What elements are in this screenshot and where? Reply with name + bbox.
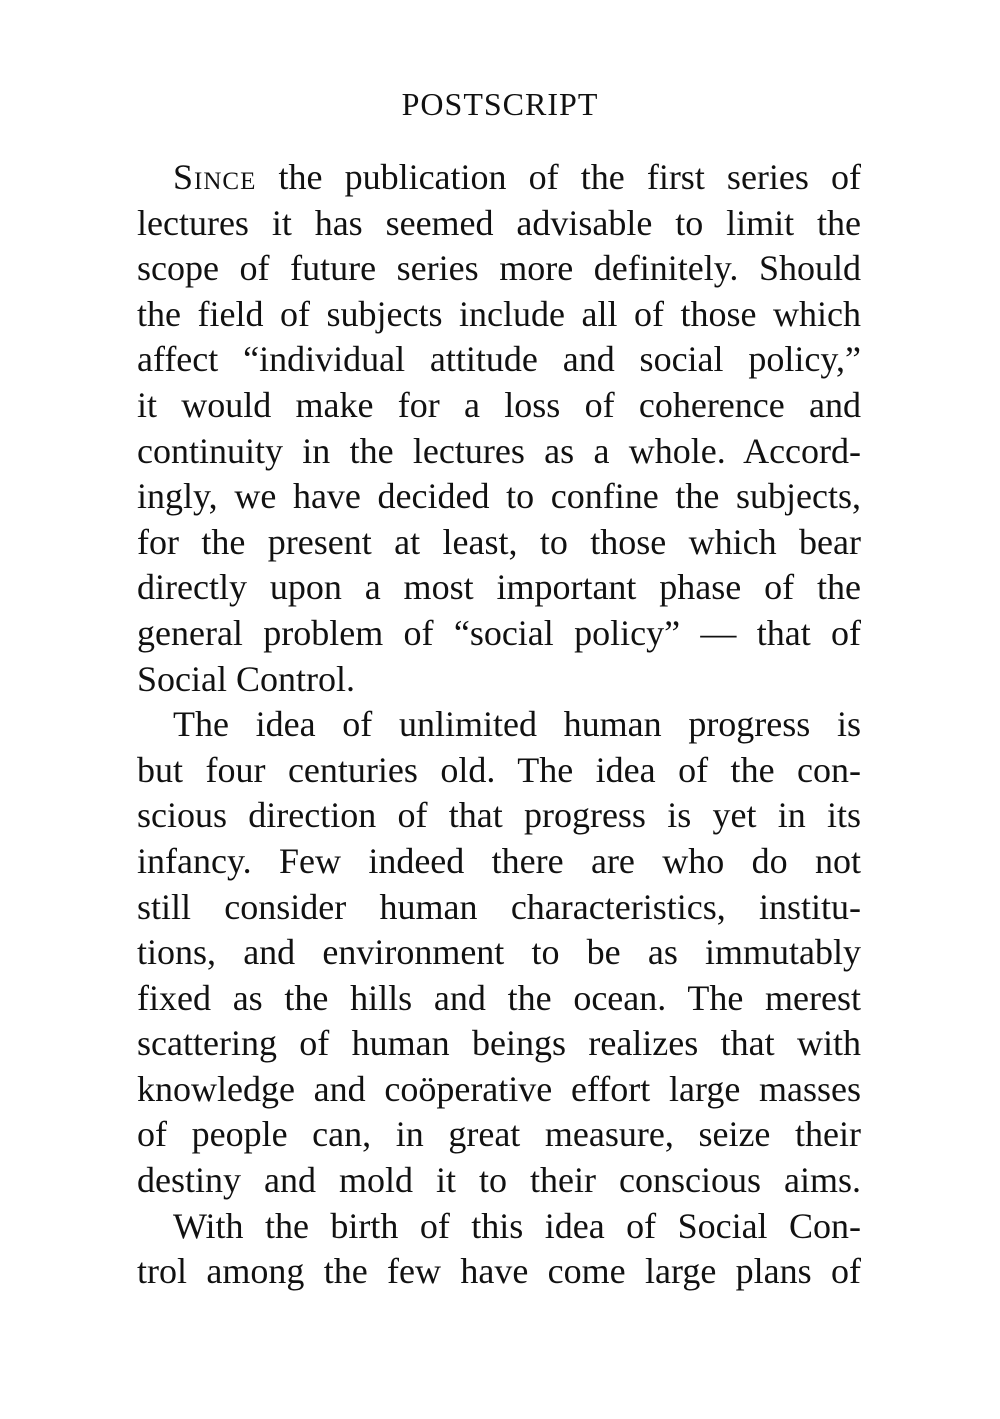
- text-line: knowledge and coöperative effort large masses: [137, 1068, 861, 1109]
- paragraph-3: [137, 1204, 861, 1295]
- text-line: scious direction of that progress is yet in its: [137, 795, 861, 836]
- text-line: directly upon a most important phase of the: [137, 567, 861, 608]
- text-line: the field of subjects include all of those which: [137, 293, 861, 334]
- text-line: still consider human characteristics, institu-: [137, 886, 861, 927]
- text-line: infancy. Few indeed there are who do not: [137, 840, 861, 881]
- text-line: Social Control.: [137, 658, 355, 699]
- page-heading: POSTSCRIPT: [401, 86, 599, 122]
- text-line: trol among the few have come large plans of: [137, 1251, 861, 1292]
- text-line: With the birth of this idea of Social Con-: [173, 1205, 861, 1246]
- text-line: The idea of unlimited human progress is: [173, 704, 861, 745]
- paragraph-2: [137, 702, 861, 1204]
- text-line: ingly, we have decided to confine the subjects,: [137, 476, 861, 517]
- text-line: continuity in the lectures as a whole. Accord-: [137, 430, 861, 471]
- text-line: it would make for a loss of coherence and: [137, 384, 861, 425]
- text-line: scattering of human beings realizes that with: [137, 1023, 861, 1064]
- text-line: destiny and mold it to their conscious aims.: [137, 1160, 861, 1201]
- text-line: affect “individual attitude and social policy,”: [137, 339, 861, 380]
- text-line: lectures it has seemed advisable to limit the: [137, 202, 861, 243]
- text-line: general problem of “social policy” — that of: [137, 612, 861, 653]
- text-line: of people can, in great measure, seize their: [137, 1114, 861, 1155]
- text-line: for the present at least, to those which bear: [137, 521, 861, 562]
- text-line: scope of future series more definitely. Should: [137, 248, 861, 289]
- body-text: [137, 155, 861, 1295]
- drop-word: Since: [173, 157, 257, 197]
- text-line: tions, and environment to be as immutably: [137, 932, 861, 973]
- text-line: Since the publication of the first series of: [173, 157, 861, 197]
- text-line: but four centuries old. The idea of the con-: [137, 749, 861, 790]
- text-line: fixed as the hills and the ocean. The merest: [137, 977, 861, 1018]
- paragraph-1: [137, 155, 861, 702]
